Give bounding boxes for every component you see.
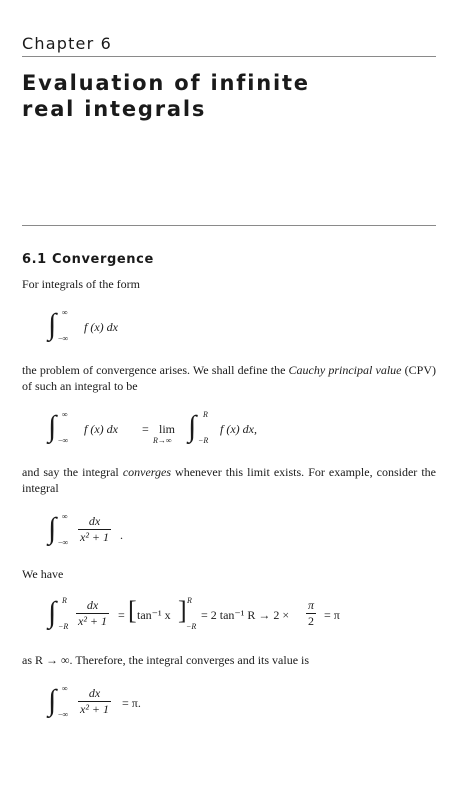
paragraph-cpv-text-a: the problem of convergence arises. We shall define the xyxy=(22,363,289,377)
paragraph-cpv xyxy=(22,362,436,394)
paragraph-converges-text-a: and say the integral xyxy=(22,465,123,479)
paragraph-intro: For integrals of the form xyxy=(22,277,140,291)
fraction xyxy=(78,514,111,545)
upper-limit-r: R xyxy=(203,410,208,419)
integral-sign: ∫ xyxy=(48,410,57,443)
integral-sign: ∫ xyxy=(48,308,57,341)
final-equals-pi: = π. xyxy=(122,696,141,710)
chapter-title xyxy=(22,70,310,122)
bracket-lower-limit: −R xyxy=(186,622,197,631)
equals-sign: = xyxy=(142,422,149,436)
equation-cpv-definition xyxy=(48,412,308,452)
upper-limit: ∞ xyxy=(62,684,68,693)
converges-term: converges xyxy=(122,465,172,479)
lower-limit: −R xyxy=(58,622,69,631)
fraction xyxy=(78,686,111,717)
fraction xyxy=(76,598,109,629)
equation-final-result xyxy=(48,686,198,726)
fraction-numerator: dx xyxy=(76,598,109,614)
upper-limit: ∞ xyxy=(62,410,68,419)
section-rule xyxy=(22,225,436,226)
pi-denominator: 2 xyxy=(308,614,314,628)
period: . xyxy=(120,528,123,542)
integral-sign: ∫ xyxy=(48,684,57,717)
paragraph-converges xyxy=(22,464,436,496)
integrand: f (x) dx xyxy=(84,320,118,334)
integral-sign-r: ∫ xyxy=(188,410,197,443)
fraction-denominator: x² + 1 xyxy=(80,530,110,544)
equals-sign: = xyxy=(118,608,125,622)
bracket-upper-limit: R xyxy=(187,596,192,605)
bracket-content: tan⁻¹ x xyxy=(137,608,171,622)
integrand: f (x) dx xyxy=(84,422,118,436)
paragraph-conclusion: as R → ∞. Therefore, the integral converges and its value is xyxy=(22,653,310,667)
paragraph-we-have: We have xyxy=(22,567,64,581)
right-bracket: ] xyxy=(178,596,187,625)
integral-sign: ∫ xyxy=(48,512,57,545)
integral-sign: ∫ xyxy=(48,596,57,629)
lower-limit: −∞ xyxy=(58,710,69,719)
left-bracket: [ xyxy=(128,596,137,625)
chapter-label: Chapter 6 xyxy=(22,34,113,53)
fraction-numerator: dx xyxy=(78,514,111,530)
upper-limit: ∞ xyxy=(62,308,68,317)
equation-evaluation xyxy=(48,598,348,638)
paragraph-cpv-text-b: (CPV) of such an integral to be xyxy=(22,363,436,393)
pi-numerator: π xyxy=(308,598,315,612)
paragraph-converges-text-b: whenever this limit exists. For example, consider the integral xyxy=(22,465,436,495)
lower-limit: −∞ xyxy=(58,538,69,547)
fraction-numerator: dx xyxy=(78,686,111,702)
equals-pi: = π xyxy=(324,608,340,622)
pi-over-two xyxy=(306,598,316,629)
chapter-title-line2: real integrals xyxy=(22,97,207,121)
lim-subscript: R→∞ xyxy=(153,436,172,445)
upper-limit: R xyxy=(62,596,67,605)
chapter-title-line1: Evaluation of infinite xyxy=(22,71,310,95)
header-rule xyxy=(22,56,436,57)
lower-limit: −∞ xyxy=(58,334,69,343)
evaluation-chain: = 2 tan⁻¹ R → 2 × xyxy=(201,608,290,622)
cauchy-principal-value-term: Cauchy principal value xyxy=(288,363,402,377)
integrand-r: f (x) dx, xyxy=(220,422,257,436)
upper-limit: ∞ xyxy=(62,512,68,521)
fraction-denominator: x² + 1 xyxy=(78,614,108,628)
lim-operator: lim xyxy=(159,422,176,436)
lower-limit-r: −R xyxy=(198,436,209,445)
section-heading: 6.1 Convergence xyxy=(22,252,154,267)
fraction-denominator: x² + 1 xyxy=(80,702,110,716)
equation-example-integral xyxy=(48,514,168,554)
lower-limit: −∞ xyxy=(58,436,69,445)
